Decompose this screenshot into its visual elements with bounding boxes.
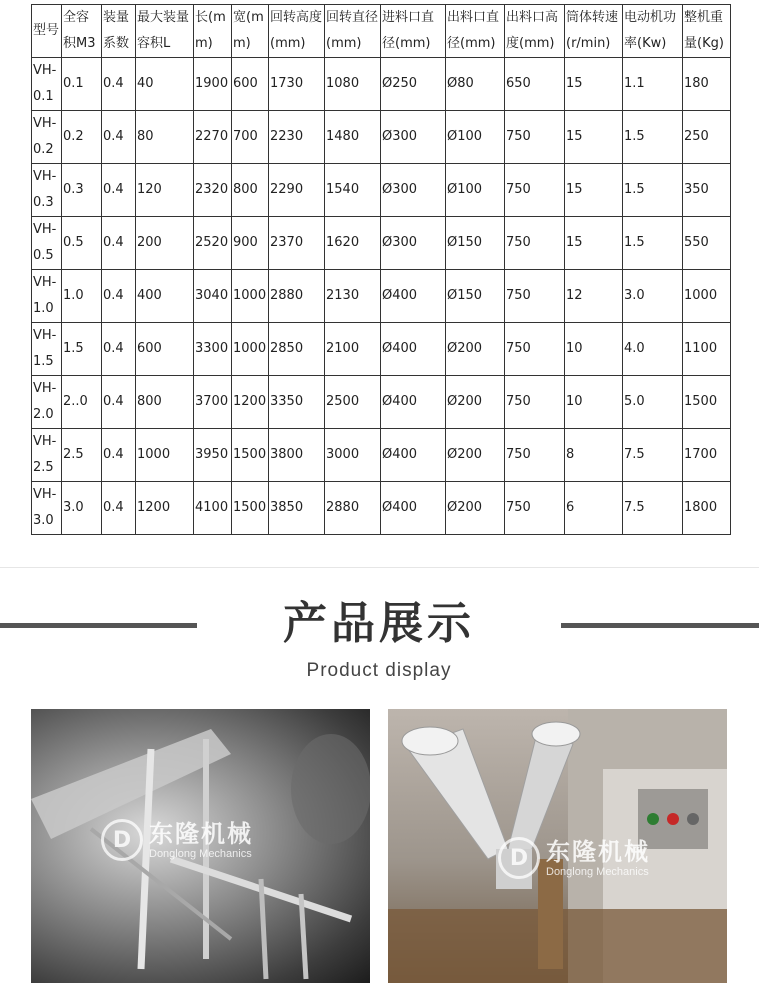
table-cell: 2880 xyxy=(325,482,381,535)
table-cell: 750 xyxy=(505,270,565,323)
table-cell: Ø80 xyxy=(446,58,505,111)
table-cell: 1500 xyxy=(683,376,731,429)
table-cell: 2230 xyxy=(269,111,325,164)
header-row xyxy=(32,5,731,58)
table-row xyxy=(32,429,731,482)
table-cell: 0.1 xyxy=(62,58,102,111)
table-cell: 5.0 xyxy=(623,376,683,429)
column-header: 装量系数 xyxy=(102,5,136,58)
watermark-cn: 东隆机械 xyxy=(546,838,650,866)
table-cell: Ø200 xyxy=(446,376,505,429)
table-cell: 900 xyxy=(232,217,269,270)
table-cell: 1000 xyxy=(232,323,269,376)
table-cell: 40 xyxy=(136,58,194,111)
table-cell: Ø150 xyxy=(446,217,505,270)
section-title: 产品展示 xyxy=(283,598,475,649)
table-cell: Ø200 xyxy=(446,323,505,376)
table-cell: 3850 xyxy=(269,482,325,535)
table-cell: Ø300 xyxy=(381,217,446,270)
product-photo-v-mixer xyxy=(388,709,727,983)
table-cell: 2..0 xyxy=(62,376,102,429)
table-cell: 7.5 xyxy=(623,482,683,535)
table-cell: 1.0 xyxy=(62,270,102,323)
table-cell: 1200 xyxy=(136,482,194,535)
table-cell: Ø400 xyxy=(381,270,446,323)
table-cell: 3.0 xyxy=(62,482,102,535)
table-cell: 0.4 xyxy=(102,217,136,270)
table-cell: Ø400 xyxy=(381,429,446,482)
table-cell: 12 xyxy=(565,270,623,323)
table-cell: 0.4 xyxy=(102,58,136,111)
watermark-en: Donglong Mechanics xyxy=(546,866,649,878)
column-header: 回转高度(mm) xyxy=(269,5,325,58)
table-cell: 0.2 xyxy=(62,111,102,164)
table-cell: 15 xyxy=(565,217,623,270)
model-cell: VH-2.0 xyxy=(32,376,62,429)
table-cell: Ø400 xyxy=(381,323,446,376)
watermark-logo-icon: D xyxy=(101,819,143,861)
table-cell: 2290 xyxy=(269,164,325,217)
column-header: 宽(mm) xyxy=(232,5,269,58)
table-cell: 1.5 xyxy=(623,111,683,164)
table-cell: 10 xyxy=(565,376,623,429)
table-cell: 0.4 xyxy=(102,111,136,164)
table-cell: 2500 xyxy=(325,376,381,429)
table-row xyxy=(32,376,731,429)
table-row xyxy=(32,270,731,323)
table-cell: 3300 xyxy=(194,323,232,376)
table-cell: 0.4 xyxy=(102,270,136,323)
table-cell: 650 xyxy=(505,58,565,111)
column-header: 回转直径(mm) xyxy=(325,5,381,58)
table-cell: 6 xyxy=(565,482,623,535)
table-cell: 600 xyxy=(232,58,269,111)
table-row xyxy=(32,58,731,111)
table-cell: 1540 xyxy=(325,164,381,217)
table-cell: 1000 xyxy=(232,270,269,323)
table-cell: 750 xyxy=(505,217,565,270)
table-cell: 0.4 xyxy=(102,323,136,376)
table-cell: Ø100 xyxy=(446,164,505,217)
section-subtitle: Product display xyxy=(306,660,452,681)
table-cell: 250 xyxy=(683,111,731,164)
table-cell: 2100 xyxy=(325,323,381,376)
table-cell: 0.4 xyxy=(102,376,136,429)
table-cell: 15 xyxy=(565,111,623,164)
column-header: 出料口高度(mm) xyxy=(505,5,565,58)
table-cell: 600 xyxy=(136,323,194,376)
table-cell: 3040 xyxy=(194,270,232,323)
model-cell: VH-0.3 xyxy=(32,164,62,217)
table-cell: 2850 xyxy=(269,323,325,376)
table-cell: 8 xyxy=(565,429,623,482)
product-photo-interior xyxy=(31,709,370,983)
table-cell: Ø250 xyxy=(381,58,446,111)
watermark xyxy=(498,837,650,879)
table-cell: 750 xyxy=(505,482,565,535)
table-cell: 2520 xyxy=(194,217,232,270)
table-cell: 3350 xyxy=(269,376,325,429)
table-cell: 350 xyxy=(683,164,731,217)
watermark-en: Donglong Mechanics xyxy=(149,848,252,860)
table-cell: 4100 xyxy=(194,482,232,535)
table-cell: Ø200 xyxy=(446,482,505,535)
table-cell: 15 xyxy=(565,58,623,111)
table-cell: 80 xyxy=(136,111,194,164)
table-cell: 3000 xyxy=(325,429,381,482)
column-header: 进料口直径(mm) xyxy=(381,5,446,58)
table-cell: 0.3 xyxy=(62,164,102,217)
table-cell: 1620 xyxy=(325,217,381,270)
watermark xyxy=(101,819,253,861)
table-cell: 200 xyxy=(136,217,194,270)
table-row xyxy=(32,217,731,270)
model-cell: VH-0.2 xyxy=(32,111,62,164)
table-cell: 1.5 xyxy=(62,323,102,376)
table-cell: 1000 xyxy=(683,270,731,323)
table-cell: 1800 xyxy=(683,482,731,535)
table-cell: 2.5 xyxy=(62,429,102,482)
table-cell: 2880 xyxy=(269,270,325,323)
table-cell: 0.5 xyxy=(62,217,102,270)
table-cell: 3.0 xyxy=(623,270,683,323)
column-header: 最大装量容积L xyxy=(136,5,194,58)
table-row xyxy=(32,164,731,217)
table-cell: 1480 xyxy=(325,111,381,164)
spec-table-body xyxy=(32,58,731,535)
table-cell: 1730 xyxy=(269,58,325,111)
table-cell: Ø400 xyxy=(381,376,446,429)
model-cell: VH-3.0 xyxy=(32,482,62,535)
table-cell: 2130 xyxy=(325,270,381,323)
table-row xyxy=(32,323,731,376)
table-cell: 550 xyxy=(683,217,731,270)
column-header: 电动机功率(Kw) xyxy=(623,5,683,58)
table-cell: 800 xyxy=(232,164,269,217)
column-header: 全容积M3 xyxy=(62,5,102,58)
table-cell: 2270 xyxy=(194,111,232,164)
spec-table xyxy=(31,4,731,535)
table-cell: 1200 xyxy=(232,376,269,429)
table-cell: 400 xyxy=(136,270,194,323)
column-header: 长(mm) xyxy=(194,5,232,58)
table-cell: 2370 xyxy=(269,217,325,270)
section-separator xyxy=(0,567,759,568)
model-cell: VH-2.5 xyxy=(32,429,62,482)
table-cell: Ø150 xyxy=(446,270,505,323)
table-row xyxy=(32,111,731,164)
table-cell: 15 xyxy=(565,164,623,217)
table-cell: 120 xyxy=(136,164,194,217)
model-cell: VH-1.0 xyxy=(32,270,62,323)
table-cell: 0.4 xyxy=(102,429,136,482)
table-cell: 0.4 xyxy=(102,482,136,535)
table-cell: 750 xyxy=(505,164,565,217)
title-line-right xyxy=(561,623,759,628)
model-cell: VH-0.1 xyxy=(32,58,62,111)
column-header: 整机重量(Kg) xyxy=(683,5,731,58)
table-cell: 1500 xyxy=(232,482,269,535)
table-cell: Ø400 xyxy=(381,482,446,535)
table-cell: 3950 xyxy=(194,429,232,482)
model-cell: VH-1.5 xyxy=(32,323,62,376)
title-line-left xyxy=(0,623,197,628)
table-cell: 800 xyxy=(136,376,194,429)
table-cell: 1500 xyxy=(232,429,269,482)
table-cell: 750 xyxy=(505,111,565,164)
model-cell: VH-0.5 xyxy=(32,217,62,270)
table-cell: Ø200 xyxy=(446,429,505,482)
table-cell: 1900 xyxy=(194,58,232,111)
table-cell: 1000 xyxy=(136,429,194,482)
watermark-logo-icon: D xyxy=(498,837,540,879)
table-cell: 1.1 xyxy=(623,58,683,111)
table-cell: 7.5 xyxy=(623,429,683,482)
table-cell: 1.5 xyxy=(623,164,683,217)
table-cell: Ø300 xyxy=(381,164,446,217)
table-cell: 1700 xyxy=(683,429,731,482)
table-cell: 10 xyxy=(565,323,623,376)
table-cell: Ø100 xyxy=(446,111,505,164)
table-cell: Ø300 xyxy=(381,111,446,164)
table-row xyxy=(32,482,731,535)
table-cell: 750 xyxy=(505,376,565,429)
table-cell: 1.5 xyxy=(623,217,683,270)
column-header: 型号 xyxy=(32,5,62,58)
table-cell: 2320 xyxy=(194,164,232,217)
table-cell: 4.0 xyxy=(623,323,683,376)
table-cell: 700 xyxy=(232,111,269,164)
column-header: 出料口直径(mm) xyxy=(446,5,505,58)
table-cell: 0.4 xyxy=(102,164,136,217)
column-header: 筒体转速(r/min) xyxy=(565,5,623,58)
table-cell: 180 xyxy=(683,58,731,111)
spec-table-header xyxy=(32,5,731,58)
table-cell: 750 xyxy=(505,429,565,482)
table-cell: 3700 xyxy=(194,376,232,429)
table-cell: 3800 xyxy=(269,429,325,482)
table-cell: 1080 xyxy=(325,58,381,111)
table-cell: 750 xyxy=(505,323,565,376)
watermark-cn: 东隆机械 xyxy=(149,820,253,848)
table-cell: 1100 xyxy=(683,323,731,376)
